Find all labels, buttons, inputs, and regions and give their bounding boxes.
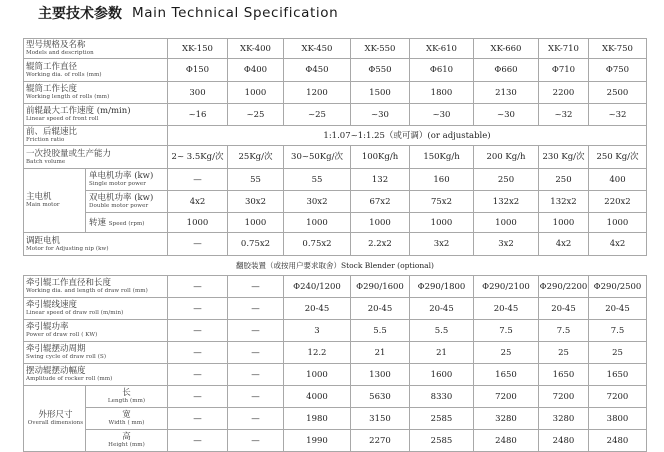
value-cell: 8330 bbox=[410, 386, 474, 408]
value-cell: 7200 bbox=[539, 386, 589, 408]
value-cell: — bbox=[228, 408, 284, 430]
label-zh: 宽 bbox=[122, 410, 131, 420]
label-zh: 牵引辊摆动周期 bbox=[26, 344, 86, 354]
sub-label bbox=[86, 386, 168, 408]
specification-table bbox=[23, 38, 647, 452]
row-label bbox=[24, 39, 168, 59]
label-en: Speed (rpm) bbox=[108, 220, 145, 227]
value-cell: 3 bbox=[284, 320, 351, 342]
value-cell: 150Kg/h bbox=[410, 146, 474, 169]
row-length bbox=[24, 386, 647, 408]
value-cell: 30x2 bbox=[284, 191, 351, 213]
label-en: Linear speed of front roll bbox=[26, 116, 99, 122]
row-single-motor bbox=[24, 169, 647, 191]
sub-label bbox=[86, 169, 168, 191]
value-cell: 20-45 bbox=[284, 298, 351, 320]
value-cell: 1000 bbox=[284, 213, 351, 233]
value-cell: — bbox=[168, 276, 228, 298]
value-cell: 21 bbox=[410, 342, 474, 364]
value-cell: 20-45 bbox=[474, 298, 539, 320]
value-cell: 7.5 bbox=[589, 320, 647, 342]
row-label bbox=[24, 146, 168, 169]
value-cell: — bbox=[168, 233, 228, 256]
row-label bbox=[24, 59, 168, 82]
value-cell: 2.2x2 bbox=[351, 233, 410, 256]
label-en: Models and description bbox=[26, 50, 94, 56]
value-cell: 30~50Kg/次 bbox=[284, 146, 351, 169]
value-cell: 250 Kg/次 bbox=[589, 146, 647, 169]
label-en: Swing cycle of draw roll (S) bbox=[26, 354, 107, 360]
row-batch bbox=[24, 146, 647, 169]
label-en: Overall dimensions bbox=[27, 420, 84, 426]
value-cell: 230 Kg/次 bbox=[539, 146, 589, 169]
value-cell: Φ550 bbox=[351, 59, 410, 82]
row-label bbox=[24, 233, 168, 256]
value-cell: 2480 bbox=[539, 430, 589, 452]
value-cell: Φ400 bbox=[228, 59, 284, 82]
row-rocker-amplitude bbox=[24, 364, 647, 386]
value-cell: 200 Kg/h bbox=[474, 146, 539, 169]
value-cell: 2480 bbox=[589, 430, 647, 452]
row-swing-cycle bbox=[24, 342, 647, 364]
value-cell: ~32 bbox=[539, 104, 589, 126]
friction-value: 1:1.07~1:1.25（或可调）(or adjustable) bbox=[168, 126, 647, 146]
label-en: Double motor power bbox=[89, 203, 149, 209]
value-cell: ~32 bbox=[589, 104, 647, 126]
value-cell: 2130 bbox=[474, 82, 539, 104]
row-motor-speed bbox=[24, 213, 647, 233]
value-cell: 1650 bbox=[589, 364, 647, 386]
value-cell: 30x2 bbox=[228, 191, 284, 213]
value-cell: 25 bbox=[589, 342, 647, 364]
label-en: Working dia. of rolls (mm) bbox=[26, 71, 102, 78]
value-cell: 220x2 bbox=[589, 191, 647, 213]
label-en: Width ( mm) bbox=[108, 420, 145, 426]
value-cell: 67x2 bbox=[351, 191, 410, 213]
value-cell: 25Kg/次 bbox=[228, 146, 284, 169]
value-cell: — bbox=[228, 430, 284, 452]
label-zh: 牵引辊工作直径和长度 bbox=[26, 278, 112, 288]
value-cell: 2585 bbox=[410, 430, 474, 452]
value-cell: Φ290/2100 bbox=[474, 276, 539, 298]
value-cell: 1000 bbox=[474, 213, 539, 233]
label-en: Working dia. and length of draw roll (mm) bbox=[26, 288, 148, 294]
value-cell: 1000 bbox=[539, 213, 589, 233]
row-label bbox=[24, 342, 168, 364]
value-cell: 55 bbox=[228, 169, 284, 191]
sub-label bbox=[86, 213, 168, 233]
value-cell: Φ290/2200 bbox=[539, 276, 589, 298]
value-cell: 160 bbox=[410, 169, 474, 191]
label-zh: 型号规格及名称 bbox=[26, 40, 86, 50]
row-working-length bbox=[24, 82, 647, 104]
value-cell: — bbox=[168, 298, 228, 320]
label-en: Single motor power bbox=[89, 181, 147, 187]
value-cell: 7.5 bbox=[539, 320, 589, 342]
value-cell: 21 bbox=[351, 342, 410, 364]
row-draw-power bbox=[24, 320, 647, 342]
value-cell: 3280 bbox=[539, 408, 589, 430]
value-cell: 2480 bbox=[474, 430, 539, 452]
value-cell: 2~ 3.5Kg/次 bbox=[168, 146, 228, 169]
value-cell: 1650 bbox=[474, 364, 539, 386]
sub-label bbox=[86, 408, 168, 430]
label-zh: 牵引辊功率 bbox=[26, 322, 69, 332]
value-cell: 132x2 bbox=[474, 191, 539, 213]
label-zh: 转速 bbox=[89, 217, 107, 228]
sub-label bbox=[86, 191, 168, 213]
value-cell: Φ150 bbox=[168, 59, 228, 82]
value-cell: ~30 bbox=[351, 104, 410, 126]
value-cell: 250 bbox=[474, 169, 539, 191]
value-cell: 2585 bbox=[410, 408, 474, 430]
value-cell: 132 bbox=[351, 169, 410, 191]
section-heading bbox=[24, 256, 647, 276]
value-cell: Φ240/1200 bbox=[284, 276, 351, 298]
value-cell: — bbox=[228, 364, 284, 386]
value-cell: — bbox=[168, 169, 228, 191]
value-cell: 2500 bbox=[589, 82, 647, 104]
value-cell: — bbox=[168, 408, 228, 430]
label-zh: 调距电机 bbox=[26, 235, 61, 246]
value-cell: 4x2 bbox=[168, 191, 228, 213]
model-cell: XK-660 bbox=[474, 39, 539, 59]
value-cell: Φ710 bbox=[539, 59, 589, 82]
label-zh: 摆动辊摆动幅度 bbox=[26, 366, 86, 376]
value-cell: 25 bbox=[474, 342, 539, 364]
model-cell: XK-710 bbox=[539, 39, 589, 59]
value-cell: 2270 bbox=[351, 430, 410, 452]
value-cell: 12.2 bbox=[284, 342, 351, 364]
row-label bbox=[24, 126, 168, 146]
label-en: Main motor bbox=[26, 202, 60, 208]
value-cell: 20-45 bbox=[539, 298, 589, 320]
label-en: Amplitude of rocker roll (mm) bbox=[26, 376, 113, 382]
row-label bbox=[24, 320, 168, 342]
model-cell: XK-450 bbox=[284, 39, 351, 59]
label-zh: 一次投胶量或生产能力 bbox=[26, 148, 112, 159]
value-cell: ~25 bbox=[284, 104, 351, 126]
label-en: Working length of rolls (mm) bbox=[26, 94, 110, 100]
value-cell: 100Kg/h bbox=[351, 146, 410, 169]
value-cell: 1000 bbox=[351, 213, 410, 233]
row-front-speed bbox=[24, 104, 647, 126]
model-cell: XK-400 bbox=[228, 39, 284, 59]
label-zh: 外形尺寸 bbox=[38, 410, 73, 420]
row-adjust-motor bbox=[24, 233, 647, 256]
label-zh: 前、后辊速比 bbox=[26, 127, 78, 137]
title-chinese: 主要技术参数 bbox=[38, 6, 122, 22]
value-cell: 20-45 bbox=[351, 298, 410, 320]
value-cell: 3x2 bbox=[474, 233, 539, 256]
value-cell: 250 bbox=[539, 169, 589, 191]
value-cell: 1000 bbox=[228, 213, 284, 233]
value-cell: 2200 bbox=[539, 82, 589, 104]
value-cell: 1300 bbox=[351, 364, 410, 386]
value-cell: 3280 bbox=[474, 408, 539, 430]
label-en: Height (mm) bbox=[108, 442, 145, 448]
row-label bbox=[24, 104, 168, 126]
value-cell: 3150 bbox=[351, 408, 410, 430]
row-label bbox=[24, 276, 168, 298]
value-cell: ~30 bbox=[474, 104, 539, 126]
label-en: Motor for Adjusting nip (kw) bbox=[26, 245, 109, 252]
value-cell: Φ290/1600 bbox=[351, 276, 410, 298]
value-cell: Φ660 bbox=[474, 59, 539, 82]
label-en: Power of draw roll ( KW) bbox=[26, 332, 98, 338]
label-zh: 前辊最大工作速度 (m/min) bbox=[26, 106, 131, 116]
value-cell: 25 bbox=[539, 342, 589, 364]
row-label bbox=[24, 82, 168, 104]
value-cell: 1980 bbox=[284, 408, 351, 430]
value-cell: 132x2 bbox=[539, 191, 589, 213]
value-cell: 4000 bbox=[284, 386, 351, 408]
label-zh: 双电机功率 (kw) bbox=[89, 193, 154, 203]
value-cell: 5.5 bbox=[351, 320, 410, 342]
value-cell: ~16 bbox=[168, 104, 228, 126]
value-cell: — bbox=[228, 320, 284, 342]
value-cell: Φ750 bbox=[589, 59, 647, 82]
row-label bbox=[24, 364, 168, 386]
value-cell: 1000 bbox=[168, 213, 228, 233]
model-cell: XK-550 bbox=[351, 39, 410, 59]
label-en: Length (mm) bbox=[107, 398, 146, 404]
value-cell: 55 bbox=[284, 169, 351, 191]
row-working-dia bbox=[24, 59, 647, 82]
value-cell: 7.5 bbox=[474, 320, 539, 342]
value-cell: 1000 bbox=[589, 213, 647, 233]
value-cell: 1000 bbox=[284, 364, 351, 386]
label-en: Batch volume bbox=[26, 158, 66, 165]
value-cell: 1000 bbox=[228, 82, 284, 104]
value-cell: 1600 bbox=[410, 364, 474, 386]
label-zh: 高 bbox=[122, 432, 131, 442]
row-double-motor bbox=[24, 191, 647, 213]
section-label: 翻胶装置（或按用户要求取舍）Stock Blender (optional) bbox=[236, 260, 434, 270]
document-title bbox=[38, 3, 338, 23]
value-cell: 4x2 bbox=[589, 233, 647, 256]
value-cell: 3800 bbox=[589, 408, 647, 430]
row-height bbox=[24, 430, 647, 452]
value-cell: — bbox=[168, 430, 228, 452]
header-row bbox=[24, 39, 647, 59]
row-friction bbox=[24, 126, 647, 146]
value-cell: — bbox=[168, 386, 228, 408]
value-cell: 400 bbox=[589, 169, 647, 191]
value-cell: Φ290/1800 bbox=[410, 276, 474, 298]
value-cell: Φ450 bbox=[284, 59, 351, 82]
value-cell: 7200 bbox=[589, 386, 647, 408]
model-cell: XK-750 bbox=[589, 39, 647, 59]
value-cell: 0.75x2 bbox=[284, 233, 351, 256]
value-cell: 5630 bbox=[351, 386, 410, 408]
model-cell: XK-150 bbox=[168, 39, 228, 59]
value-cell: ~25 bbox=[228, 104, 284, 126]
group-label-overall bbox=[24, 386, 86, 452]
title-english: Main Technical Specification bbox=[132, 5, 339, 21]
value-cell: — bbox=[228, 386, 284, 408]
value-cell: 1990 bbox=[284, 430, 351, 452]
value-cell: Φ290/2500 bbox=[589, 276, 647, 298]
value-cell: 1000 bbox=[410, 213, 474, 233]
row-width bbox=[24, 408, 647, 430]
value-cell: 300 bbox=[168, 82, 228, 104]
value-cell: Φ610 bbox=[410, 59, 474, 82]
label-zh: 单电机功率 (kw) bbox=[89, 171, 154, 181]
row-draw-speed bbox=[24, 298, 647, 320]
section-stock-blender bbox=[24, 256, 647, 276]
value-cell: 1500 bbox=[351, 82, 410, 104]
group-label-main-motor bbox=[24, 169, 86, 233]
value-cell: — bbox=[228, 298, 284, 320]
value-cell: 5.5 bbox=[410, 320, 474, 342]
value-cell: 1200 bbox=[284, 82, 351, 104]
model-cell: XK-610 bbox=[410, 39, 474, 59]
value-cell: 0.75x2 bbox=[228, 233, 284, 256]
value-cell: — bbox=[168, 320, 228, 342]
value-cell: 1650 bbox=[539, 364, 589, 386]
row-label bbox=[24, 298, 168, 320]
value-cell: — bbox=[228, 342, 284, 364]
value-cell: ~30 bbox=[410, 104, 474, 126]
label-zh: 主电机 bbox=[26, 192, 52, 202]
value-cell: 7200 bbox=[474, 386, 539, 408]
value-cell: 20-45 bbox=[589, 298, 647, 320]
value-cell: 20-45 bbox=[410, 298, 474, 320]
row-draw-dia bbox=[24, 276, 647, 298]
sub-label bbox=[86, 430, 168, 452]
label-zh: 长 bbox=[122, 388, 131, 398]
value-cell: — bbox=[168, 364, 228, 386]
value-cell: 1800 bbox=[410, 82, 474, 104]
value-cell: — bbox=[168, 342, 228, 364]
label-en: Linear speed of draw roll (m/min) bbox=[26, 310, 124, 316]
value-cell: 4x2 bbox=[539, 233, 589, 256]
label-zh: 辊筒工作直径 bbox=[26, 61, 78, 72]
label-zh: 牵引辊线速度 bbox=[26, 300, 78, 310]
value-cell: 75x2 bbox=[410, 191, 474, 213]
label-en: Friction ratio bbox=[26, 137, 65, 143]
label-zh: 辊筒工作长度 bbox=[26, 84, 78, 94]
value-cell: — bbox=[228, 276, 284, 298]
value-cell: 3x2 bbox=[410, 233, 474, 256]
